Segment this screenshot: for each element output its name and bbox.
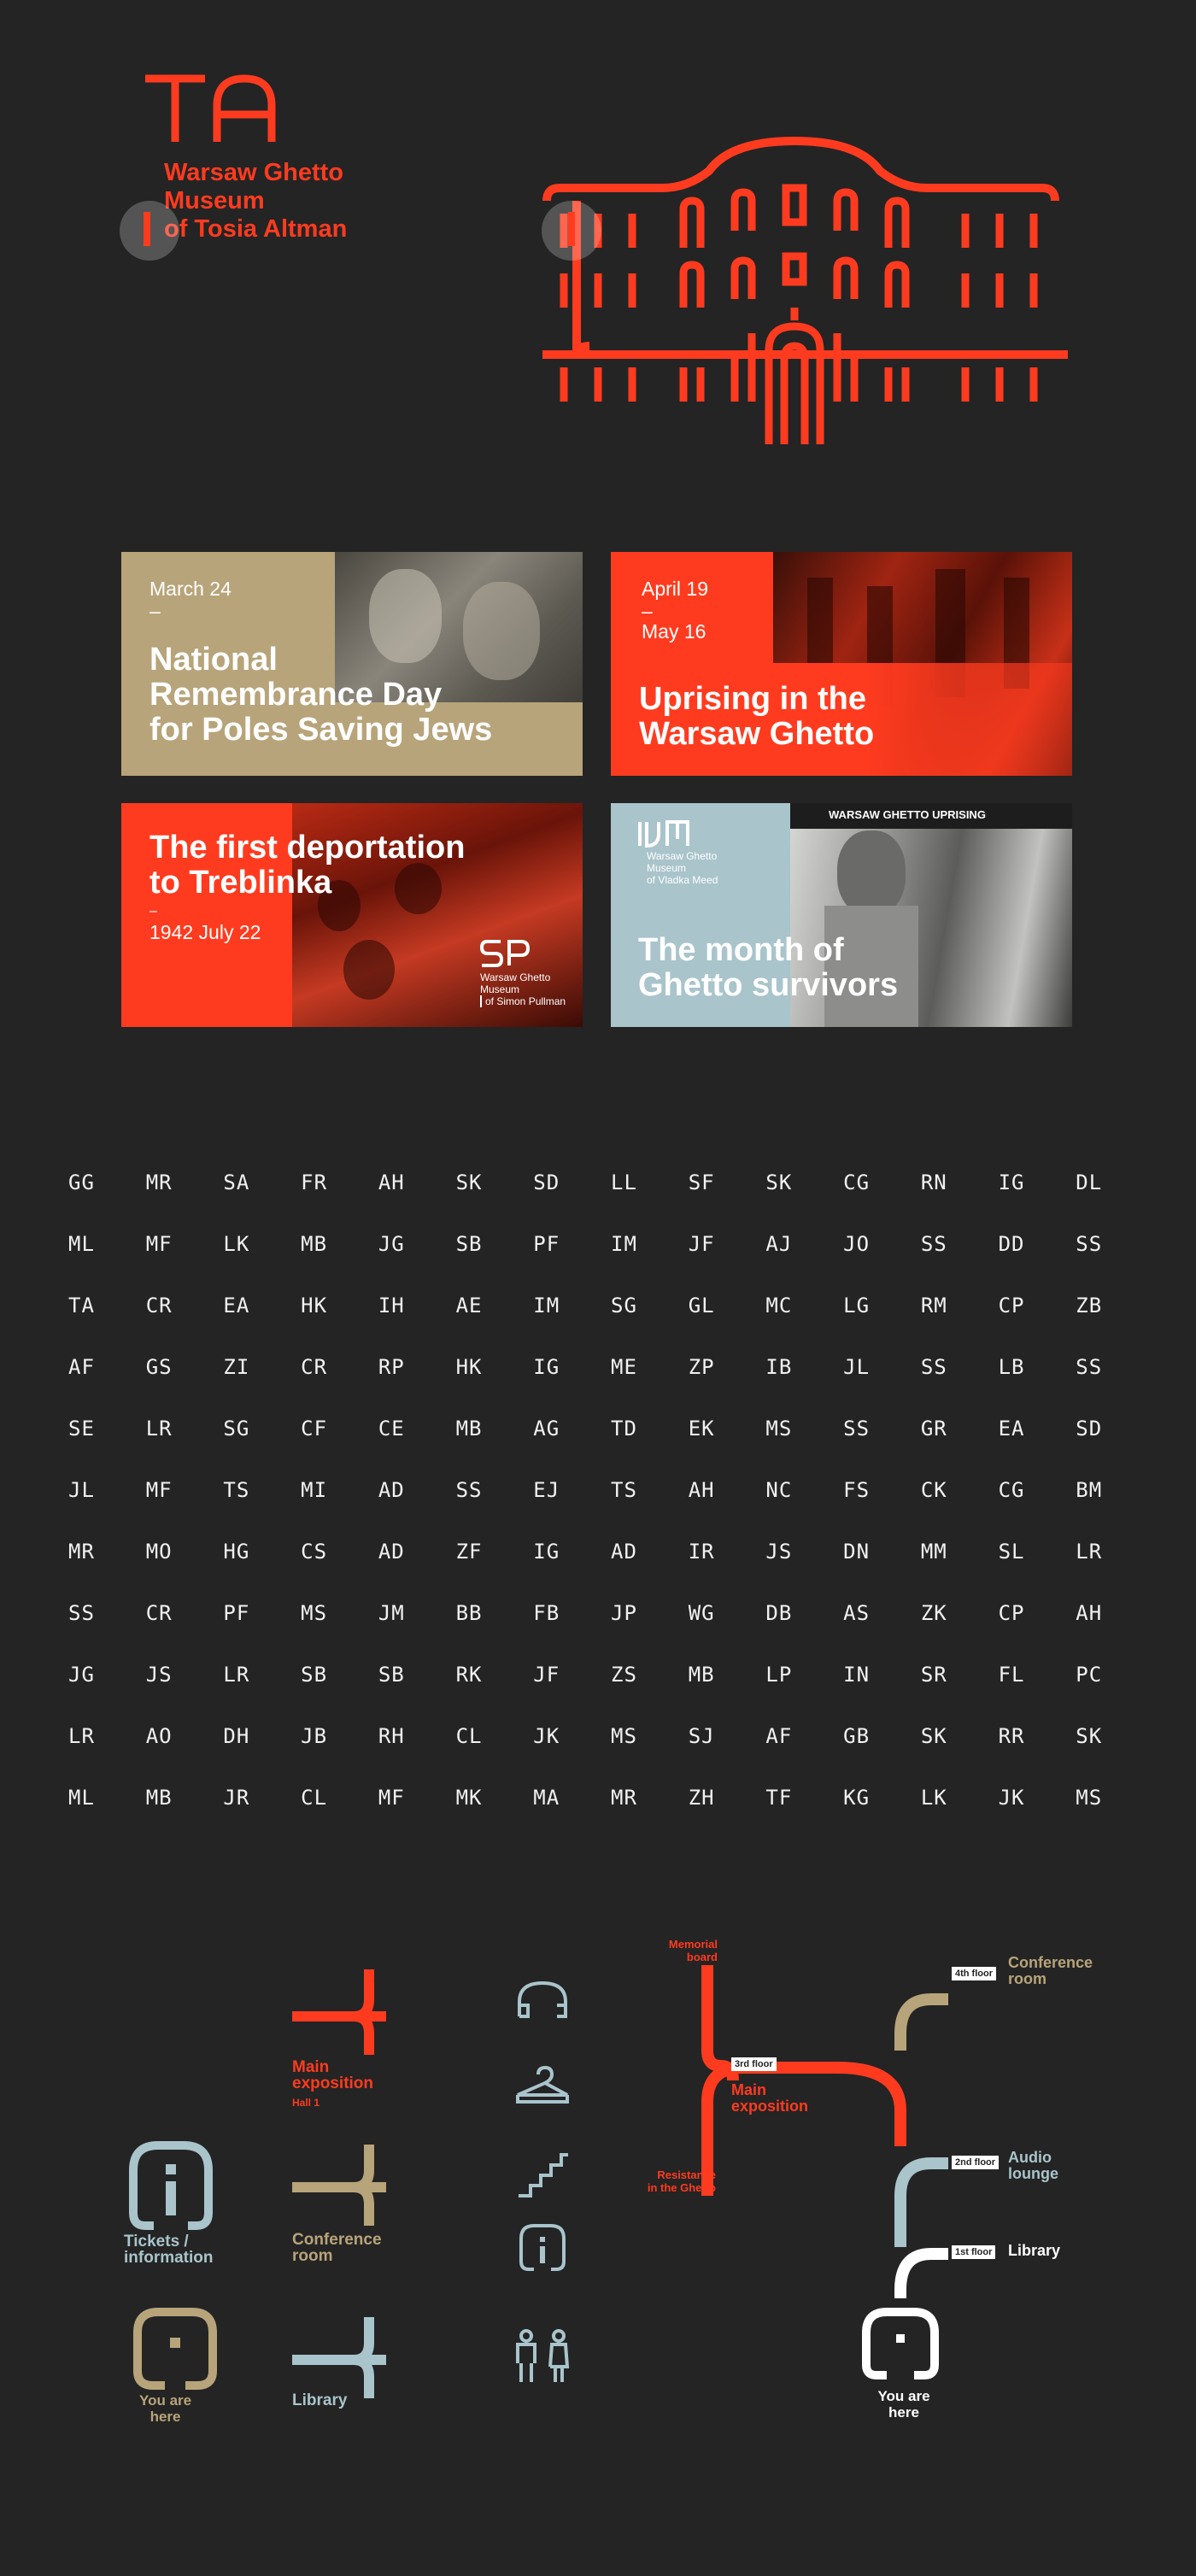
event-date: March 24: [150, 578, 232, 600]
conference-room-label: Conference room: [292, 2231, 382, 2265]
monogram: ZF: [455, 1540, 483, 1564]
monogram: FL: [998, 1663, 1025, 1687]
vm-monogram-logo: [638, 820, 691, 848]
main-exposition-label: Main exposition Hall 1: [292, 2058, 374, 2109]
monogram: ML: [68, 1232, 95, 1256]
monogram: LR: [1076, 1540, 1103, 1564]
monogram: JR: [223, 1786, 250, 1810]
monogram: IN: [843, 1663, 871, 1687]
monogram: ME: [611, 1355, 637, 1379]
monogram: LK: [223, 1232, 250, 1256]
monogram: GB: [843, 1724, 871, 1748]
monogram: TD: [611, 1417, 637, 1441]
monogram: PF: [223, 1601, 250, 1625]
monogram-grid: [68, 1171, 1153, 1810]
monogram: JK: [533, 1724, 560, 1748]
monogram: AH: [1076, 1601, 1103, 1625]
monogram: SK: [1076, 1724, 1103, 1748]
monogram: LR: [223, 1663, 250, 1687]
monogram: SR: [920, 1663, 947, 1687]
monogram: SF: [688, 1171, 715, 1194]
monogram: LL: [611, 1171, 637, 1194]
monogram: TA: [68, 1294, 95, 1317]
monogram: CR: [145, 1601, 173, 1625]
monogram: RR: [998, 1724, 1025, 1748]
monogram: HG: [223, 1540, 250, 1564]
monogram: JK: [998, 1786, 1025, 1810]
floor-1-tag: 1st floor: [952, 2245, 995, 2259]
building-bar: [568, 212, 575, 246]
monogram: NC: [765, 1478, 793, 1502]
monogram: MB: [455, 1417, 483, 1441]
monogram: SB: [378, 1663, 405, 1687]
monogram: AD: [611, 1540, 637, 1564]
event-title-line2: Ghetto survivors: [638, 967, 899, 1003]
monogram: GS: [145, 1355, 173, 1379]
monogram: RH: [378, 1724, 405, 1748]
monogram: EJ: [533, 1478, 560, 1502]
map-main-exposition-label: Main exposition: [731, 2081, 809, 2115]
direction-arrow-main: [292, 1969, 395, 2055]
monogram: EA: [998, 1417, 1025, 1441]
stairs-icon: [517, 2151, 568, 2198]
monogram: JG: [68, 1663, 95, 1687]
monogram: MF: [378, 1786, 405, 1810]
monogram: AS: [843, 1601, 871, 1625]
monogram: ZK: [920, 1601, 947, 1625]
monogram: PC: [1076, 1663, 1103, 1687]
you-are-here-label: You are here: [139, 2392, 192, 2425]
monogram: CL: [301, 1786, 328, 1810]
monogram: JL: [68, 1478, 95, 1502]
event-title-line1: Uprising in the: [639, 681, 866, 717]
monogram: CS: [301, 1540, 328, 1564]
monogram: MA: [533, 1786, 560, 1810]
event-date-end: May 16: [642, 620, 706, 643]
monogram: SL: [998, 1540, 1025, 1564]
monogram: AH: [378, 1171, 405, 1194]
monogram: JF: [688, 1232, 715, 1256]
monogram: SK: [765, 1171, 793, 1194]
monogram: LB: [998, 1355, 1025, 1379]
monogram: SJ: [688, 1724, 715, 1748]
monogram: FS: [843, 1478, 871, 1502]
monogram: SE: [68, 1417, 95, 1441]
event-title-line1: The month of: [638, 932, 844, 968]
resistance-label: Resistance in the Ghetto: [647, 2168, 716, 2194]
monogram: SG: [223, 1417, 250, 1441]
monogram: SS: [1076, 1232, 1103, 1256]
monogram: MR: [145, 1171, 173, 1194]
monogram: SS: [843, 1417, 871, 1441]
monogram: RN: [920, 1171, 947, 1194]
event-card-deportation: [121, 803, 583, 1027]
event-card-uprising: [611, 552, 1072, 776]
monogram: IH: [378, 1294, 405, 1317]
monogram: JS: [145, 1663, 173, 1687]
monogram: MS: [765, 1417, 793, 1441]
event-date: 1942 July 22: [150, 921, 261, 943]
monogram: CE: [378, 1417, 405, 1441]
monogram: IG: [533, 1540, 560, 1564]
event-title-line1: National: [150, 642, 278, 678]
monogram: DD: [998, 1232, 1025, 1256]
sub-museum-logo: Warsaw Ghetto Museum of Vladka Meed: [638, 820, 718, 886]
monogram: TS: [223, 1478, 250, 1502]
monogram: AE: [455, 1294, 483, 1317]
museum-name: Warsaw Ghetto Museum of Tosia Altman: [164, 159, 348, 243]
monogram: IR: [688, 1540, 715, 1564]
photo-banner-text: WARSAW GHETTO UPRISING: [829, 808, 986, 821]
monogram: IG: [998, 1171, 1025, 1194]
monogram: MR: [611, 1786, 637, 1810]
monogram: JM: [378, 1601, 405, 1625]
monogram: LR: [68, 1724, 95, 1748]
floor-3-tag: 3rd floor: [731, 2057, 777, 2071]
monogram: CL: [455, 1724, 483, 1748]
monogram: FR: [301, 1171, 328, 1194]
date-dash: –: [150, 600, 161, 622]
monogram: MS: [1076, 1786, 1103, 1810]
logo-bar: [144, 212, 150, 246]
cloakroom-icon: [513, 2066, 572, 2104]
monogram: SK: [920, 1724, 947, 1748]
monogram: BM: [1076, 1478, 1103, 1502]
date-dash: –: [642, 600, 653, 622]
monogram: DN: [843, 1540, 871, 1564]
monogram: CP: [998, 1601, 1025, 1625]
monogram: MB: [688, 1663, 715, 1687]
monogram: SA: [223, 1171, 250, 1194]
monogram: AD: [378, 1478, 405, 1502]
monogram: SK: [455, 1171, 483, 1194]
monogram: RM: [920, 1294, 947, 1317]
monogram: AO: [145, 1724, 173, 1748]
monogram: MC: [765, 1294, 793, 1317]
monogram: DB: [765, 1601, 793, 1625]
monogram: RP: [378, 1355, 405, 1379]
monogram: CR: [301, 1355, 328, 1379]
map-you-are-here-label: You are here: [877, 2388, 930, 2421]
monogram: ML: [68, 1786, 95, 1810]
information-icon: [128, 2140, 214, 2234]
monogram: GR: [920, 1417, 947, 1441]
restroom-icon: [511, 2329, 574, 2385]
headphones-icon: [513, 1978, 572, 2021]
monogram: ZP: [688, 1355, 715, 1379]
direction-arrow-library: [292, 2317, 395, 2398]
map-library-label: Library: [1008, 2242, 1061, 2259]
monogram: PF: [533, 1232, 560, 1256]
monogram: AJ: [765, 1232, 793, 1256]
monogram: CP: [998, 1294, 1025, 1317]
monogram: EK: [688, 1417, 715, 1441]
map-audio-lounge-label: Audio lounge: [1008, 2149, 1058, 2182]
monogram: HK: [455, 1355, 483, 1379]
monogram: GL: [688, 1294, 715, 1317]
monogram: RK: [455, 1663, 483, 1687]
monogram: SS: [68, 1601, 95, 1625]
monogram: TS: [611, 1478, 637, 1502]
monogram: FB: [533, 1601, 560, 1625]
monogram: GG: [68, 1171, 95, 1194]
monogram: SB: [455, 1232, 483, 1256]
monogram: CG: [843, 1171, 871, 1194]
info-icon-small: [519, 2223, 566, 2273]
floor-2-tag: 2nd floor: [952, 2156, 999, 2169]
monogram: KG: [843, 1786, 871, 1810]
monogram: JP: [611, 1601, 637, 1625]
monogram: JF: [533, 1663, 560, 1687]
monogram: CK: [920, 1478, 947, 1502]
monogram: JL: [843, 1355, 871, 1379]
monogram: LG: [843, 1294, 871, 1317]
monogram: ZH: [688, 1786, 715, 1810]
event-date-start: April 19: [642, 578, 708, 600]
monogram: MS: [301, 1601, 328, 1625]
monogram: IG: [533, 1355, 560, 1379]
monogram: IB: [765, 1355, 793, 1379]
monogram: DH: [223, 1724, 250, 1748]
monogram: AD: [378, 1540, 405, 1564]
library-label: Library: [292, 2391, 348, 2409]
monogram: SD: [533, 1171, 560, 1194]
monogram: BB: [455, 1601, 483, 1625]
monogram: SS: [455, 1478, 483, 1502]
monogram: MB: [145, 1786, 173, 1810]
memorial-board-label: Memorial board: [668, 1938, 718, 1963]
monogram: AF: [765, 1724, 793, 1748]
monogram: TF: [765, 1786, 793, 1810]
event-title-line2: Remembrance Day: [150, 677, 443, 713]
monogram: MI: [301, 1478, 328, 1502]
monogram: LR: [145, 1417, 173, 1441]
sub-museum-logo: Warsaw Ghetto Museum of Simon Pullman: [480, 938, 566, 1007]
monogram: JS: [765, 1540, 793, 1564]
monogram: IM: [611, 1232, 637, 1256]
monogram: ZB: [1076, 1294, 1103, 1317]
floor-map-diagram: [658, 1939, 1136, 2384]
monogram: JB: [301, 1724, 328, 1748]
event-title-line2: to Treblinka: [150, 865, 332, 901]
monogram: CG: [998, 1478, 1025, 1502]
monogram: SB: [301, 1663, 328, 1687]
monogram: AG: [533, 1417, 560, 1441]
monogram: CF: [301, 1417, 328, 1441]
event-card-survivors: [611, 803, 1072, 1027]
monogram: MR: [68, 1540, 95, 1564]
monogram: LK: [920, 1786, 947, 1810]
monogram: CR: [145, 1294, 173, 1317]
monogram: ZI: [223, 1355, 250, 1379]
sp-monogram-logo: [480, 938, 531, 969]
monogram: DL: [1076, 1171, 1103, 1194]
monogram: SS: [1076, 1355, 1103, 1379]
floor-4-tag: 4th floor: [952, 1967, 996, 1980]
monogram: MK: [455, 1786, 483, 1810]
monogram: WG: [688, 1601, 715, 1625]
monogram: IM: [533, 1294, 560, 1317]
monogram: LP: [765, 1663, 793, 1687]
monogram: ZS: [611, 1663, 637, 1687]
monogram: SS: [920, 1355, 947, 1379]
monogram: JO: [843, 1232, 871, 1256]
monogram: MM: [920, 1540, 947, 1564]
direction-arrow-conference: [292, 2145, 395, 2226]
building-illustration: [538, 137, 1076, 453]
monogram: SG: [611, 1294, 637, 1317]
monogram: SD: [1076, 1417, 1103, 1441]
monogram: JG: [378, 1232, 405, 1256]
monogram: MS: [611, 1724, 637, 1748]
location-icon: [132, 2307, 218, 2392]
monogram: MO: [145, 1540, 173, 1564]
monogram: EA: [223, 1294, 250, 1317]
monogram: MF: [145, 1232, 173, 1256]
date-dash: –: [150, 904, 157, 918]
monogram: AF: [68, 1355, 95, 1379]
monogram: MB: [301, 1232, 328, 1256]
monogram: SS: [920, 1232, 947, 1256]
event-title-line3: for Poles Saving Jews: [150, 712, 493, 748]
map-conference-label: Conference room: [1008, 1954, 1093, 1987]
event-title-line1: The first deportation: [150, 830, 466, 866]
event-card-remembrance: [121, 552, 583, 776]
event-title-line2: Warsaw Ghetto: [639, 716, 875, 752]
monogram: AH: [688, 1478, 715, 1502]
ta-monogram-logo: [144, 72, 280, 144]
monogram: MF: [145, 1478, 173, 1502]
monogram: HK: [301, 1294, 328, 1317]
tickets-label: Tickets / information: [124, 2233, 214, 2267]
